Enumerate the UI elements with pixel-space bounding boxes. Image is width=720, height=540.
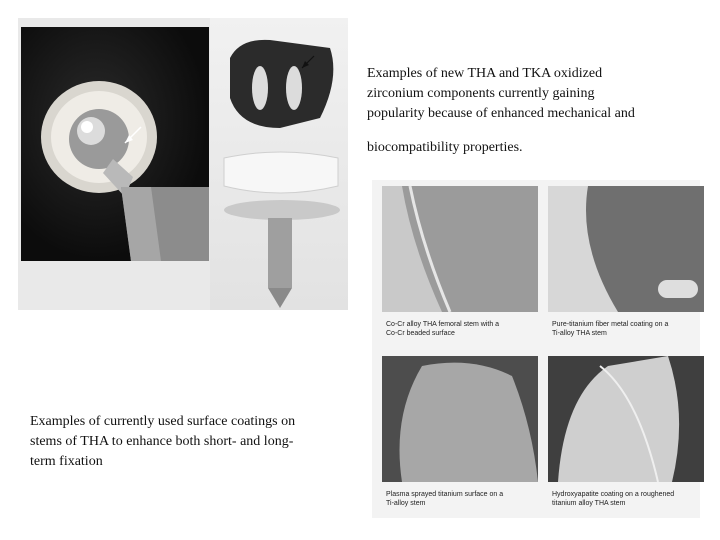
grid-caption-plasma: Plasma sprayed titanium surface on a Ti-alloy stem bbox=[386, 491, 504, 507]
caption-line: zirconium components currently gaining bbox=[367, 86, 595, 101]
caption-line: Examples of new THA and TKA oxidized bbox=[367, 66, 603, 81]
tka-implant-image bbox=[210, 18, 348, 310]
grid-caption-hydroxyapatite: Hydroxyapatite coating on a roughened titanium alloy THA stem bbox=[552, 491, 675, 507]
caption-oxidized-zirconium bbox=[367, 64, 687, 158]
plasma-sprayed-surface-image bbox=[382, 356, 538, 482]
caption-line: term fixation bbox=[30, 454, 103, 469]
surface-coatings-photo-grid bbox=[372, 180, 700, 518]
hydroxyapatite-coating-image bbox=[548, 356, 704, 482]
grid-caption-beaded: Co-Cr alloy THA femoral stem with a Co-Cr beaded surface bbox=[386, 321, 500, 337]
caption-line: stems of THA to enhance both short- and long- bbox=[30, 434, 294, 449]
caption-line: biocompatibility properties. bbox=[367, 140, 523, 155]
beaded-surface-image bbox=[382, 186, 538, 312]
tha-implant-image bbox=[21, 27, 209, 261]
caption-surface-coatings bbox=[30, 412, 350, 472]
caption-line: Examples of currently used surface coatings on bbox=[30, 414, 296, 429]
caption-line: popularity because of enhanced mechanical and bbox=[367, 106, 635, 121]
fiber-metal-coating-image bbox=[548, 186, 704, 312]
grid-caption-fiber-metal: Pure-titanium fiber metal coating on a Ti-alloy THA stem bbox=[552, 321, 669, 337]
